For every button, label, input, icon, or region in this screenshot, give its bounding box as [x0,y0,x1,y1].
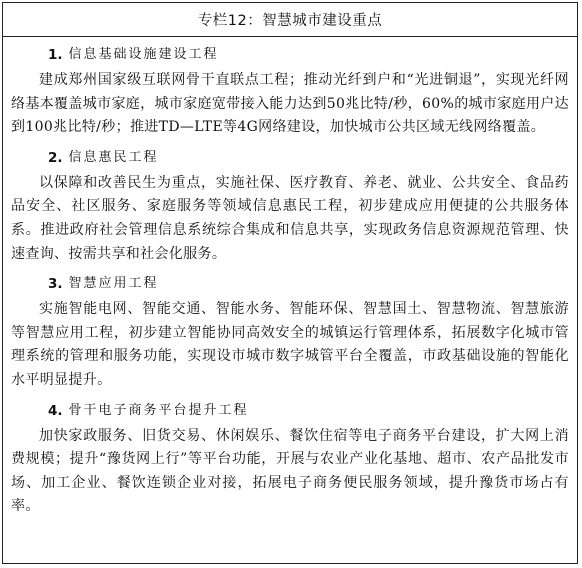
section-body: 以保障和改善民生为重点，实施社保、医疗教育、养老、就业、公共安全、食品药品安全、社区服务、家庭服务等领域信息惠民工程，初步建成应用便捷的公共服务体系。推进政府社会管理信息系统综合集成和信息共享，实现政务信息资源规范管理、快速查询、按需共享和社会化服务。 [11,174,569,262]
section-number: 3. [48,276,63,293]
section-title: 骨干电子商务平台提升工程 [68,402,249,418]
section-number: 2. [48,149,63,166]
box-title: 专栏12：智慧城市建设重点 [3,3,577,37]
section-heading [11,270,569,298]
section-info-infrastructure [11,41,569,140]
section-title: 信息基础设施建设工程 [68,47,219,62]
section-body: 建成郑州国家级互联网骨干直联点工程；推动光纤到户和“光进铜退”，实现光纤网络基本覆盖城市家庭，城市家庭宽带接入能力达到50兆比特/秒，60%的城市家庭用户达到100兆比特/秒；推进TD—LTE等4G网络建设，加快城市公共区域无线网络覆盖。 [11,72,569,136]
section-ecommerce-platform [11,397,569,519]
box-content [3,37,577,519]
section-info-benefit [11,144,569,266]
section-heading [11,41,569,69]
feature-box [2,2,578,564]
section-smart-application [11,270,569,392]
section-number: 4. [48,402,63,419]
section-title: 智慧应用工程 [68,276,159,292]
section-number: 1. [48,47,63,63]
section-body: 实施智能电网、智能交通、智能水务、智能环保、智慧国土、智慧物流、智慧旅游等智慧应用工程，初步建立智能协同高效安全的城镇运行管理体系，拓展数字化城市管理系统的管理和服务功能，实现设市城市数字城管平台全覆盖，市政基础设施的智能化水平明显提升。 [11,301,569,388]
section-heading [11,144,569,172]
section-heading [11,397,569,425]
section-title: 信息惠民工程 [68,149,159,165]
section-body: 加快家政服务、旧货交易、休闲娱乐、餐饮住宿等电子商务平台建设，扩大网上消费规模；提升“豫货网上行”等平台功能，开展与农业产业化基地、超市、农产品批发市场、加工企业、餐饮连锁企业对接，拓展电子商务便民服务领域，提升豫货市场占有率。 [11,427,569,515]
